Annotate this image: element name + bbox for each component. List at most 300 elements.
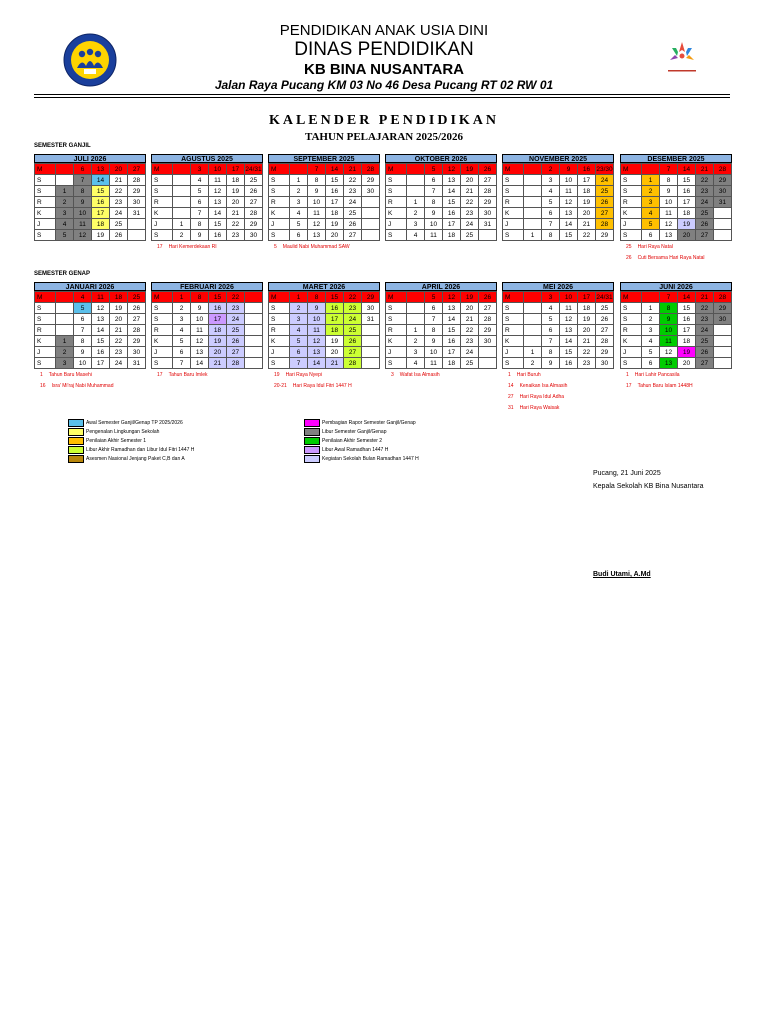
date-cell: 9	[308, 186, 326, 197]
week-day-row	[269, 230, 380, 241]
date-cell: 15	[326, 175, 344, 186]
date-cell: 30	[714, 186, 732, 197]
date-cell: 17	[326, 197, 344, 208]
date-cell	[173, 186, 191, 197]
date-cell: 12	[660, 347, 678, 358]
date-cell: 25	[596, 303, 614, 314]
date-cell: 28	[227, 358, 245, 369]
date-cell: 5	[425, 164, 443, 175]
date-cell	[245, 358, 263, 369]
date-cell	[362, 219, 380, 230]
week-day-row	[503, 208, 614, 219]
date-cell: 24	[110, 358, 128, 369]
month-grid	[34, 163, 146, 241]
holiday-note	[508, 392, 628, 403]
date-cell: 7	[660, 292, 678, 303]
date-cell: 7	[74, 325, 92, 336]
week-day-row	[503, 314, 614, 325]
holiday-date: 5	[274, 244, 277, 250]
date-cell: 20	[461, 175, 479, 186]
date-cell: 31	[128, 358, 146, 369]
date-cell: 11	[660, 208, 678, 219]
date-cell: 14	[209, 208, 227, 219]
holiday-name: Hari Raya Nyepi	[285, 372, 322, 378]
date-cell: 10	[308, 197, 326, 208]
date-cell: 14	[443, 186, 461, 197]
day-label: S	[152, 175, 173, 186]
holiday-notes	[391, 370, 511, 381]
week-day-row	[503, 358, 614, 369]
date-cell: 12	[308, 336, 326, 347]
date-cell: 14	[443, 314, 461, 325]
date-cell	[524, 164, 542, 175]
holiday-date: 17	[157, 244, 163, 250]
day-label: R	[269, 325, 290, 336]
legend-label: Pembagian Rapor Semester Ganjil/Genap	[322, 419, 416, 426]
date-cell: 5	[542, 314, 560, 325]
week-day-row	[152, 186, 263, 197]
legend-swatch	[68, 455, 84, 463]
date-cell: 17	[443, 347, 461, 358]
date-cell: 10	[191, 314, 209, 325]
holiday-notes	[274, 242, 394, 253]
month-calendar	[385, 154, 497, 241]
date-cell: 1	[407, 197, 425, 208]
date-cell: 22	[110, 336, 128, 347]
date-cell: 18	[678, 208, 696, 219]
date-cell: 19	[227, 186, 245, 197]
holiday-notes	[626, 370, 746, 392]
date-cell: 10	[660, 325, 678, 336]
day-label: R	[621, 325, 642, 336]
date-cell: 21	[110, 175, 128, 186]
date-cell: 30	[362, 186, 380, 197]
date-cell: 7	[425, 186, 443, 197]
date-cell	[524, 197, 542, 208]
header-line-1: PENDIDIKAN ANAK USIA DINI	[279, 22, 489, 39]
date-cell: 1	[173, 219, 191, 230]
date-cell: 13	[308, 347, 326, 358]
week-day-row	[152, 314, 263, 325]
date-cell: 11	[560, 186, 578, 197]
day-label: J	[386, 219, 407, 230]
date-cell: 7	[74, 175, 92, 186]
date-cell: 21	[461, 314, 479, 325]
date-cell	[407, 186, 425, 197]
date-cell: 24	[696, 197, 714, 208]
date-cell: 10	[560, 292, 578, 303]
day-label: S	[386, 175, 407, 186]
date-cell: 22	[696, 303, 714, 314]
date-cell	[407, 175, 425, 186]
day-label: R	[269, 197, 290, 208]
holiday-note	[391, 370, 511, 381]
date-cell: 23/30	[596, 165, 613, 173]
date-cell: 25	[596, 186, 614, 197]
holiday-notes	[40, 370, 160, 392]
month-title: AGUSTUS 2025	[151, 154, 263, 163]
day-label: M	[386, 164, 407, 175]
date-cell: 21	[461, 186, 479, 197]
day-label: R	[386, 325, 407, 336]
date-cell: 22	[696, 175, 714, 186]
date-cell: 17	[92, 208, 110, 219]
date-cell: 12	[92, 303, 110, 314]
day-label: S	[152, 314, 173, 325]
date-cell: 6	[425, 303, 443, 314]
week-day-row	[386, 347, 497, 358]
date-cell: 6	[173, 347, 191, 358]
date-cell	[714, 325, 732, 336]
date-cell: 2	[407, 208, 425, 219]
date-cell: 1	[56, 186, 74, 197]
date-cell: 3	[56, 208, 74, 219]
month-grid	[502, 291, 614, 369]
holiday-date: 1	[508, 372, 511, 378]
week-day-row	[621, 303, 732, 314]
date-cell: 4	[542, 186, 560, 197]
date-cell: 15	[92, 186, 110, 197]
month-grid	[502, 163, 614, 241]
date-cell	[407, 292, 425, 303]
month-calendar	[502, 282, 614, 369]
date-cell: 4	[74, 292, 92, 303]
legend-label: Asesmen Nasional Jenjang Paket C,B dan A	[86, 455, 185, 462]
holiday-name: Cuti Bersama Hari Raya Natal	[637, 255, 705, 261]
date-cell: 3	[542, 292, 560, 303]
week-day-row	[269, 314, 380, 325]
holiday-date: 17	[157, 372, 163, 378]
week-day-row	[503, 197, 614, 208]
date-cell: 4	[642, 336, 660, 347]
date-cell: 23	[696, 186, 714, 197]
date-cell	[173, 197, 191, 208]
date-cell: 28	[128, 325, 146, 336]
date-cell: 23	[461, 208, 479, 219]
date-cell: 18	[578, 186, 596, 197]
week-day-row	[503, 230, 614, 241]
day-label: S	[621, 358, 642, 369]
date-cell: 6	[191, 197, 209, 208]
day-label: J	[152, 219, 173, 230]
week-day-row	[269, 336, 380, 347]
day-label: J	[621, 219, 642, 230]
legend-item	[68, 436, 194, 445]
date-cell: 26	[128, 303, 146, 314]
date-cell: 6	[642, 358, 660, 369]
date-cell: 11	[92, 292, 110, 303]
holiday-name: Maulid Nabi Muhammad SAW	[282, 244, 350, 250]
day-label: M	[621, 292, 642, 303]
date-cell: 9	[74, 197, 92, 208]
date-cell: 17	[578, 175, 596, 186]
date-cell: 5	[642, 347, 660, 358]
legend-swatch	[304, 428, 320, 436]
holiday-note	[508, 381, 628, 392]
date-cell: 15	[326, 292, 344, 303]
week-day-row	[35, 230, 146, 241]
date-cell: 7	[308, 164, 326, 175]
week-day-row	[386, 219, 497, 230]
date-cell: 6	[74, 314, 92, 325]
day-label: J	[503, 219, 524, 230]
week-day-row	[152, 230, 263, 241]
date-cell: 24	[344, 197, 362, 208]
month-grid	[620, 291, 732, 369]
date-cell: 2	[542, 164, 560, 175]
date-cell: 28	[596, 336, 614, 347]
week-day-row	[152, 292, 263, 303]
holiday-name: Tahun Baru Imlek	[168, 372, 208, 378]
week-day-row	[35, 292, 146, 303]
date-cell: 3	[173, 314, 191, 325]
date-cell: 9	[542, 358, 560, 369]
week-day-row	[503, 303, 614, 314]
week-day-row	[269, 208, 380, 219]
signature-name: Budi Utami, A.Md	[593, 571, 651, 578]
day-label: J	[35, 219, 56, 230]
week-day-row	[152, 325, 263, 336]
date-cell: 25	[110, 219, 128, 230]
date-cell: 10	[74, 208, 92, 219]
date-cell: 29	[128, 186, 146, 197]
holiday-date: 1	[626, 372, 629, 378]
date-cell: 4	[56, 219, 74, 230]
date-cell: 27	[479, 303, 497, 314]
week-day-row	[152, 164, 263, 175]
holiday-note	[508, 403, 628, 414]
week-day-row	[152, 358, 263, 369]
day-label: S	[386, 314, 407, 325]
date-cell: 21	[110, 325, 128, 336]
week-day-row	[35, 164, 146, 175]
date-cell: 16	[443, 336, 461, 347]
month-grid	[268, 291, 380, 369]
legend-item	[304, 427, 419, 436]
date-cell: 2	[290, 186, 308, 197]
date-cell: 19	[461, 292, 479, 303]
month-grid	[385, 291, 497, 369]
date-cell	[290, 164, 308, 175]
day-label: K	[35, 336, 56, 347]
day-label: K	[152, 208, 173, 219]
date-cell: 4	[173, 325, 191, 336]
day-label: R	[35, 325, 56, 336]
week-day-row	[386, 230, 497, 241]
date-cell: 22	[461, 325, 479, 336]
date-cell: 21	[696, 292, 714, 303]
holiday-note	[626, 242, 746, 253]
date-cell: 19	[578, 197, 596, 208]
date-cell: 22	[578, 347, 596, 358]
date-cell: 3	[56, 358, 74, 369]
day-label: M	[35, 164, 56, 175]
date-cell	[56, 325, 74, 336]
legend-swatch	[68, 437, 84, 445]
date-cell: 10	[560, 175, 578, 186]
date-cell	[524, 314, 542, 325]
month-title: JANUARI 2026	[34, 282, 146, 291]
date-cell: 31	[128, 208, 146, 219]
week-day-row	[269, 219, 380, 230]
date-cell: 28	[479, 314, 497, 325]
date-cell: 14	[92, 175, 110, 186]
holiday-date: 17	[626, 383, 632, 389]
date-cell	[173, 175, 191, 186]
legend-item	[68, 445, 194, 454]
date-cell: 12	[443, 164, 461, 175]
date-cell: 20	[110, 164, 128, 175]
date-cell: 7	[290, 358, 308, 369]
day-label: K	[621, 336, 642, 347]
date-cell: 17	[92, 358, 110, 369]
date-cell: 30	[128, 197, 146, 208]
date-cell	[128, 230, 146, 241]
date-cell: 19	[92, 230, 110, 241]
week-day-row	[503, 175, 614, 186]
date-cell: 1	[642, 303, 660, 314]
header-divider-thin	[34, 97, 730, 98]
day-label: M	[35, 292, 56, 303]
date-cell: 5	[290, 336, 308, 347]
date-cell: 11	[425, 230, 443, 241]
week-day-row	[503, 219, 614, 230]
date-cell: 26	[696, 347, 714, 358]
legend-item	[68, 454, 194, 463]
date-cell: 21	[326, 358, 344, 369]
date-cell: 8	[308, 175, 326, 186]
date-cell: 4	[542, 303, 560, 314]
date-cell	[524, 208, 542, 219]
date-cell: 30	[128, 347, 146, 358]
date-cell: 23	[227, 230, 245, 241]
date-cell: 27	[479, 175, 497, 186]
holiday-date: 1	[40, 372, 43, 378]
date-cell: 9	[308, 303, 326, 314]
semester-label: SEMESTER GENAP	[34, 271, 91, 277]
date-cell: 13	[443, 175, 461, 186]
legend-swatch	[304, 437, 320, 445]
date-cell: 5	[191, 186, 209, 197]
date-cell: 16	[326, 186, 344, 197]
date-cell: 23	[110, 347, 128, 358]
date-cell: 7	[660, 164, 678, 175]
day-label: M	[503, 292, 524, 303]
date-cell: 27	[227, 347, 245, 358]
date-cell	[362, 197, 380, 208]
day-label: M	[503, 164, 524, 175]
date-cell: 13	[92, 164, 110, 175]
day-label: J	[621, 347, 642, 358]
date-cell: 1	[290, 292, 308, 303]
date-cell: 10	[209, 164, 227, 175]
date-cell: 14	[678, 164, 696, 175]
date-cell: 19	[578, 314, 596, 325]
date-cell: 20	[678, 358, 696, 369]
holiday-date: 14	[508, 383, 514, 389]
date-cell: 19	[209, 336, 227, 347]
week-day-row	[621, 186, 732, 197]
date-cell: 2	[173, 230, 191, 241]
day-label: R	[35, 197, 56, 208]
day-label: S	[621, 230, 642, 241]
date-cell: 29	[596, 230, 614, 241]
date-cell: 19	[678, 347, 696, 358]
day-label: K	[386, 336, 407, 347]
date-cell: 25	[461, 358, 479, 369]
month-calendar	[151, 282, 263, 369]
date-cell	[407, 303, 425, 314]
date-cell: 8	[542, 347, 560, 358]
week-day-row	[503, 347, 614, 358]
date-cell: 9	[660, 186, 678, 197]
week-day-row	[386, 197, 497, 208]
date-cell: 9	[425, 336, 443, 347]
month-calendar	[620, 154, 732, 241]
date-cell: 28	[714, 292, 732, 303]
date-cell: 8	[425, 197, 443, 208]
date-cell: 27	[128, 314, 146, 325]
date-cell: 15	[560, 230, 578, 241]
month-title: FEBRUARI 2026	[151, 282, 263, 291]
date-cell: 1	[56, 336, 74, 347]
date-cell: 3	[191, 164, 209, 175]
holiday-name: Hari Buruh	[516, 372, 541, 378]
week-day-row	[269, 358, 380, 369]
date-cell: 20	[326, 347, 344, 358]
date-cell: 21	[227, 208, 245, 219]
legend-swatch	[68, 446, 84, 454]
week-day-row	[386, 208, 497, 219]
legend-swatch	[68, 428, 84, 436]
day-label: J	[35, 347, 56, 358]
holiday-name: Kenaikan Isa Almasih	[519, 383, 568, 389]
date-cell: 20	[578, 325, 596, 336]
date-cell: 12	[560, 197, 578, 208]
date-cell: 10	[425, 347, 443, 358]
date-cell: 5	[642, 219, 660, 230]
date-cell: 27	[344, 347, 362, 358]
day-label: R	[621, 197, 642, 208]
week-day-row	[621, 358, 732, 369]
date-cell: 12	[209, 186, 227, 197]
date-cell: 1	[524, 347, 542, 358]
day-label: S	[621, 314, 642, 325]
day-label: J	[269, 219, 290, 230]
date-cell: 5	[56, 230, 74, 241]
date-cell: 14	[326, 164, 344, 175]
holiday-name: Tahun Baru Masehi	[48, 372, 92, 378]
date-cell: 18	[110, 292, 128, 303]
date-cell: 23	[110, 197, 128, 208]
date-cell: 12	[308, 219, 326, 230]
month-title: MARET 2026	[268, 282, 380, 291]
week-day-row	[503, 186, 614, 197]
date-cell: 20	[461, 303, 479, 314]
date-cell: 31	[479, 219, 497, 230]
date-cell: 30	[479, 336, 497, 347]
date-cell: 13	[92, 314, 110, 325]
date-cell	[524, 186, 542, 197]
date-cell: 22	[110, 186, 128, 197]
day-label: S	[269, 314, 290, 325]
week-day-row	[269, 325, 380, 336]
date-cell: 7	[173, 358, 191, 369]
date-cell: 24	[344, 314, 362, 325]
date-cell: 29	[362, 292, 380, 303]
date-cell: 12	[560, 314, 578, 325]
month-calendar	[385, 282, 497, 369]
